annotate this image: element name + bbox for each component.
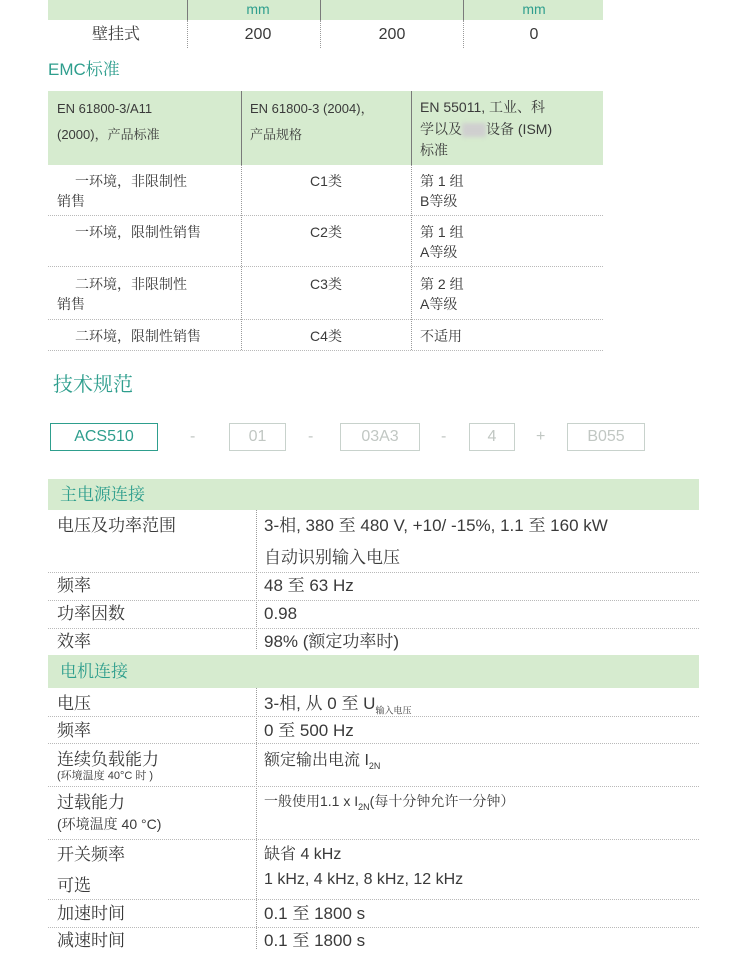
table-row — [48, 900, 699, 928]
table-cell: 不适用 — [420, 328, 462, 344]
model-code-separator: + — [536, 428, 546, 445]
divider — [187, 0, 188, 20]
table-cell: C3类 — [310, 276, 342, 292]
spec-value: 自动识别输入电压 — [264, 548, 400, 567]
section-title: 技术规范 — [53, 374, 133, 396]
table-cell: 第 1 组 B等级 — [420, 173, 464, 209]
model-code-part: 4 — [469, 423, 515, 451]
spec-value: 48 至 63 Hz — [264, 576, 354, 595]
divider — [411, 91, 412, 165]
spec-note: (环境温度 40°C 时 ) — [57, 770, 154, 782]
table-row — [48, 928, 699, 949]
spec-note: (环境温度 40 °C) — [57, 816, 162, 832]
table-cell: 一环境，限制性销售 — [75, 224, 201, 240]
section-title: EMC标准 — [48, 60, 120, 79]
spec-label: 频率 — [57, 576, 91, 595]
spec-value: 1 kHz, 4 kHz, 8 kHz, 12 kHz — [264, 871, 464, 888]
spec-label: 电压及功率范围 — [57, 516, 176, 535]
table-cell: 200 — [244, 26, 272, 43]
table-cell: C1类 — [310, 173, 342, 189]
spec-group-title: 主电源连接 — [60, 485, 145, 504]
model-code-part: 01 — [229, 423, 286, 451]
unit-label: mm — [246, 1, 270, 17]
divider — [320, 0, 321, 20]
table-cell: 一环境，非限制性 销售 — [57, 173, 187, 209]
table-cell: C4类 — [310, 328, 342, 344]
spec-label: 开关频率 — [57, 845, 125, 864]
spec-label: 电压 — [57, 694, 91, 713]
spec-value: 0 至 500 Hz — [264, 721, 354, 740]
spec-label: 加速时间 — [57, 904, 125, 923]
table-row — [48, 717, 699, 744]
table-cell: 200 — [378, 26, 406, 43]
redacted-mark — [462, 123, 486, 137]
divider — [463, 20, 464, 48]
model-code-separator: - — [308, 428, 314, 445]
spec-group-title: 电机连接 — [60, 662, 128, 681]
spec-value: 98% (额定功率时) — [264, 632, 400, 651]
divider — [241, 91, 242, 165]
unit-label: mm — [522, 1, 546, 17]
divider — [187, 20, 188, 48]
row-label: 壁挂式 — [92, 26, 141, 43]
model-code-part: 03A3 — [340, 423, 420, 451]
spec-label: 功率因数 — [57, 604, 125, 623]
table-cell: 第 1 组 A等级 — [420, 224, 464, 260]
spec-group-header — [48, 479, 699, 510]
spec-label: 连续负载能力 — [57, 750, 159, 769]
table-cell: C2类 — [310, 224, 342, 240]
spec-label: 频率 — [57, 721, 91, 740]
divider — [320, 20, 321, 48]
model-code-separator: - — [441, 428, 447, 445]
model-code-separator: - — [190, 428, 196, 445]
table-cell: 二环境，非限制性 销售 — [57, 276, 187, 312]
spec-label: 效率 — [57, 632, 91, 651]
model-code-part: ACS510 — [50, 423, 158, 451]
spec-value: 额定输出电流 $I_{2N}$ — [264, 752, 381, 772]
spec-value: 3-相, 从 0 至 $U_{输入电压}$ — [264, 694, 412, 716]
table-cell: 二环境，限制性销售 — [75, 328, 201, 344]
table-cell: 0 — [529, 26, 539, 43]
divider — [463, 0, 464, 20]
table-row — [48, 601, 699, 629]
spec-value: 0.1 至 1800 s — [264, 904, 366, 923]
spec-value: 0.98 — [264, 604, 298, 623]
spec-label: 减速时间 — [57, 931, 125, 950]
model-code-part: B055 — [567, 423, 645, 451]
emc-header-cell: EN 61800-3 (2004)， 产品规格 — [250, 101, 374, 142]
spec-value: 0.1 至 1800 s — [264, 931, 366, 950]
emc-header-cell: EN 55011, 工业、科 学以及 设备 (ISM) 标准 — [420, 99, 553, 158]
spec-group-header — [48, 655, 699, 688]
spec-value: 3-相, 380 至 480 V, +10/ -15%, 1.1 至 160 kW — [264, 516, 608, 535]
spec-value: 缺省 4 kHz — [264, 846, 342, 863]
emc-header-cell: EN 61800-3/A11 (2000)，产品标准 — [57, 101, 160, 142]
spec-label: 可选 — [57, 876, 91, 895]
table-cell: 第 2 组 A等级 — [420, 276, 464, 312]
spec-value: 一般使用1.1 x $I_{2N}$(每十分钟允许一分钟） — [264, 793, 515, 812]
table-row — [48, 573, 699, 601]
spec-label: 过载能力 — [57, 793, 125, 812]
